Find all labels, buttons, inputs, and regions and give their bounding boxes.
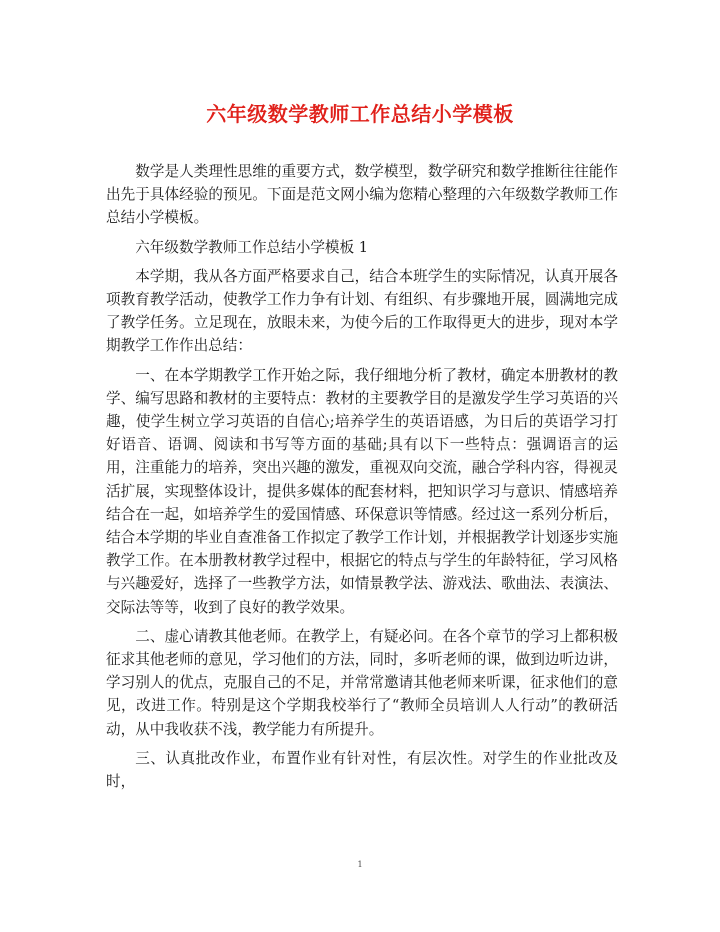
page-number: 1 — [357, 860, 363, 869]
intro-paragraph: 数学是人类理性思维的重要方式，数学模型，数学研究和数学推断往往能作出先于具体经验的预见。下面是范文网小编为您精心整理的六年级数学教师工作总结小学模板。 — [106, 163, 618, 227]
body-paragraph: 本学期，我从各方面严格要求自己，结合本班学生的实际情况，认真开展各项教育教学活动，使教学工作力争有计划、有组织、有步骤地开展，圆满地完成了教学任务。立足现在，放眼未来，为使今后的工作取得更大的进步，现对本学期教学工作作出总结： — [106, 267, 618, 355]
section-heading: 六年级数学教师工作总结小学模板 1 — [135, 238, 369, 256]
body-paragraph: 一、在本学期教学工作开始之际，我仔细地分析了教材，确定本册教材的教学、编写思路和教材的主要特点：教材的主要教学目的是激发学生学习英语的兴趣，使学生树立学习英语的自信心;培养学生的英语语感，为日后的英语学习打好语音、语调、阅读和书写等方面的基础;具有以下一些特点：强调语言的运用，注重能力的培养，突出兴趣的激发，重视双向交流，融合学科内容，得视灵活扩展，实现整体设计，提供多媒体的配套材料，把知识学习与意识、情感培养结合在一起，如培养学生的爱国情感、环保意识等情感。经过这一系列分析后，结合本学期的毕业自查准备工作拟定了教学工作计划，并根据教学计划逐步实施教学工作。在本册教材教学过程中，根据它的特点与学生的年龄特征，学习风格与兴趣爱好，选择了一些教学方法，如情景教学法、游戏法、歌曲法、表演法、交际法等等，收到了良好的教学效果。 — [106, 366, 618, 616]
document-title: 六年级数学教师工作总结小学模板 — [206, 102, 514, 126]
document-body — [106, 160, 618, 799]
body-paragraph: 三、认真批改作业，布置作业有针对性，有层次性。对学生的作业批改及时， — [106, 749, 618, 791]
body-paragraph: 二、虚心请教其他老师。在教学上，有疑必问。在各个章节的学习上都积极征求其他老师的意见，学习他们的方法，同时，多听老师的课，做到边听边讲，学习别人的优点，克服自己的不足，并常常邀请其他老师来听课，征求他们的意见，改进工作。特别是这个学期我校举行了“教师全员培训人人行动”的教研活动，从中我收获不浅，教学能力有所提升。 — [106, 627, 618, 738]
